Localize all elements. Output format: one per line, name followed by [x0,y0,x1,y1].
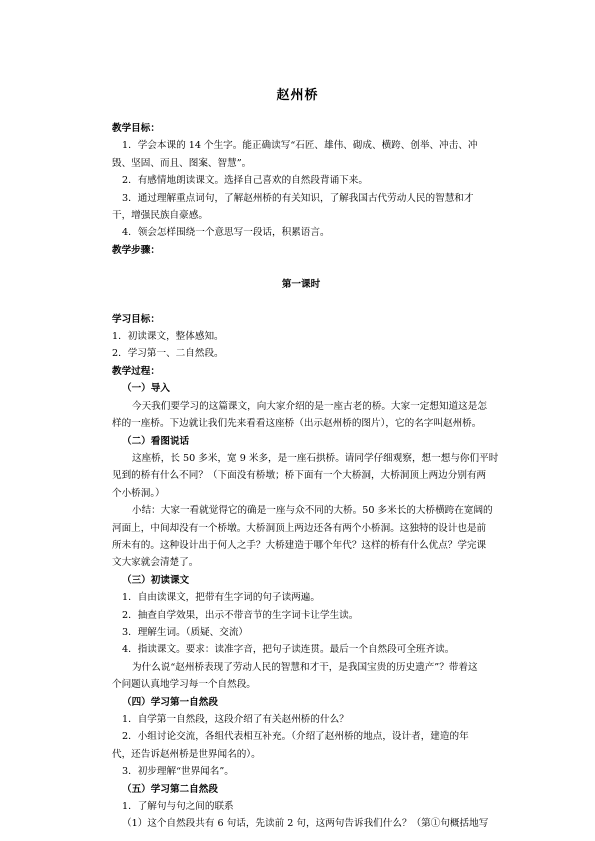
lesson-title: 第一课时 [281,279,321,291]
goal-line: 干，增强民族自豪感。 [112,210,208,222]
paragraph-line: 文大家就会清楚了。 [112,557,199,569]
list-item: 1．自学第一自然段，这段介绍了有关赵州桥的什么？ [122,714,349,725]
list-item: 3．理解生词。（质疑、交流） [122,626,249,638]
section-heading-paragraph-two: （五）学习第二自然段 [122,783,218,795]
paragraph-line: 今天我们要学习的这篇课文，向大家介绍的是一座古老的桥。大家一定想知道这是怎 [132,400,487,412]
list-item: 4．指读课文。要求：读准字音，把句子读连贯。最后一个自然段可全班齐读。 [122,644,455,656]
list-item: 3．初步理解“世界闻名”。 [122,766,234,778]
paragraph-line: 样的一座桥。下边就让我们先来看看这座桥（出示赵州桥的图片），它的名字叫赵州桥。 [112,418,482,430]
page-title: 赵州桥 [276,88,319,103]
goal-line: 3．通过理解重点词句，了解赵州桥的有关知识，了解我国古代劳动人民的智慧和才 [122,192,474,204]
process-heading: 教学过程： [112,365,160,377]
paragraph-line: 个问题认真地学习每一个自然段。 [112,679,256,691]
list-item: 1．自由读课文，把带有生字词的句子读两遍。 [122,592,320,604]
section-heading-intro: （一）导入 [122,383,170,395]
study-goals-heading: 学习目标： [112,313,160,325]
goal-line: 1．学会本课的 14 个生字。能正确读写“石匠、雄伟、砌成、横跨、创举、冲击、冲 [122,140,478,152]
paragraph-line: 这座桥，长 50 多米，宽 9 米多，是一座石拱桥。请同学仔细观察，想一想与你们平时 [132,452,499,464]
paragraph-line: 见到的桥有什么不同？（下面没有桥墩；桥下面有一个大桥洞，大桥洞顶上两边分别有两 [112,470,487,482]
paragraph-line: 小结：大家一看就觉得它的确是一座与众不同的大桥。50 多米长的大桥横跨在宽阔的 [132,505,493,517]
paragraph-line: 为什么说“赵州桥表现了劳动人民的智慧和才干，是我国宝贵的历史遗产”？带着这 [132,661,478,673]
list-item: 代，还告诉赵州桥是世界闻名的）。 [112,748,261,760]
list-item: 2．小组讨论交流，各组代表相互补充。（介绍了赵州桥的地点，设计者，建造的年 [122,731,469,743]
section-heading-picture-talk: （二）看图说话 [122,435,190,447]
study-goal-line: 1．初读课文，整体感知。 [112,331,224,343]
paragraph-line: 所未有的。这种设计出于何人之手？大桥建造于哪个年代？这样的桥有什么优点？学完课 [112,539,487,551]
study-goal-line: 2．学习第一、二自然段。 [112,348,224,360]
goal-line: 毁、坚固、而且、图案、智慧”。 [112,157,252,169]
goal-line: 4．领会怎样围绕一个意思写一段话，积累语言。 [122,227,330,239]
list-item: 1．了解句与句之间的联系 [122,801,234,813]
goals-heading: 教学目标： [112,123,160,134]
document-body [112,120,499,833]
paragraph-line: 河面上，中间却没有一个桥墩。大桥洞顶上两边还各有两个小桥洞。这独特的设计也是前 [112,522,487,534]
list-item: （1）这个自然段共有 6 句话，先读前 2 句，这两句告诉我们什么？（第①句概括地写 [122,818,489,830]
list-item: 2．抽查自学效果，出示不带音节的生字词卡让学生读。 [122,609,359,621]
goal-line: 2．有感情地朗读课文。选择自己喜欢的自然段背诵下来。 [122,175,368,187]
paragraph-line: 个小桥洞。） [112,487,165,499]
section-heading-first-reading: （三）初读课文 [122,574,190,586]
steps-heading: 教学步骤： [112,244,160,256]
section-heading-paragraph-one: （四）学习第一自然段 [122,696,218,708]
